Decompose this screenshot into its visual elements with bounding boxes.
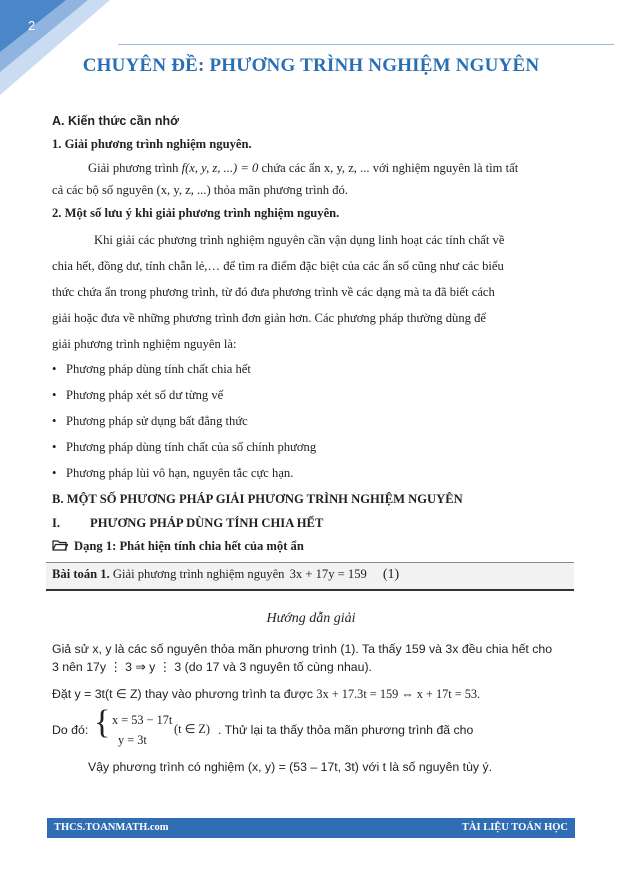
- item1-line1: Giải phương trình f(x, y, z, ...) = 0 chứa các ẩn x, y, z, ... với nghiệm nguyên là tìm tất: [88, 161, 519, 175]
- method-item: • Phương pháp dùng tính chất chia hết: [52, 362, 251, 376]
- item2-title: 2. Một số lưu ý khi giải phương trình nghiệm nguyên.: [52, 206, 340, 220]
- footer-label: TÀI LIỆU TOÁN HỌC: [461, 822, 568, 833]
- solution-do-do: Do đó:: [52, 723, 89, 737]
- system-row: x = 53 − 17t: [112, 713, 173, 727]
- subsection-heading: PHƯƠNG PHÁP DÙNG TÍNH CHIA HẾT: [90, 516, 324, 530]
- page-number: 2: [28, 18, 36, 33]
- item2-paragraph-line: thức chứa ẩn trong phương trình, từ đó đưa phương trình về các dạng mà ta đã biết cách: [52, 285, 495, 299]
- solution-line: Đặt y = 3t(t ∈ Z) thay vào phương trình ta được 3x + 17.3t = 159 ⇔ x + 17t = 53.: [52, 687, 481, 701]
- corner-decoration: [0, 0, 110, 95]
- solution-heading: Hướng dẫn giải: [266, 611, 356, 626]
- method-item: • Phương pháp lùi vô hạn, nguyên tắc cực hạn.: [52, 466, 294, 480]
- solution-conclusion: Vậy phương trình có nghiệm (x, y) = (53 – 17t, 3t) với t là số nguyên tùy ý.: [88, 760, 493, 774]
- footer-site[interactable]: THCS.TOANMATH.com: [54, 822, 169, 833]
- section-a-heading: A. Kiến thức cần nhớ: [52, 114, 179, 128]
- solution-line: Giả sử x, y là các số nguyên thỏa mãn phương trình (1). Ta thấy 159 và 3x đều chia hết cho: [52, 642, 553, 656]
- item1-line2: cả các bộ số nguyên (x, y, z, ...) thỏa mãn phương trình đó.: [52, 183, 348, 197]
- system-row: y = 3t: [118, 733, 147, 747]
- folder-icon: [52, 539, 68, 551]
- item2-paragraph-line: giải hoặc đưa về những phương trình đơn giản hơn. Các phương pháp thường dùng để: [52, 311, 486, 325]
- solution-line: 3 nên 17y ⋮ 3 ⇒ y ⋮ 3 (do 17 và 3 nguyên tố cùng nhau).: [52, 660, 372, 674]
- problem-statement: Bài toán 1. Giải phương trình nghiệm nguyên 3x + 17y = 159 (1): [52, 567, 400, 582]
- section-b-heading: B. MỘT SỐ PHƯƠNG PHÁP GIẢI PHƯƠNG TRÌNH NGHIỆM NGUYÊN: [52, 492, 463, 506]
- method-item: • Phương pháp xét số dư từng vế: [52, 388, 224, 402]
- subsection-number: I.: [52, 516, 61, 530]
- system-brace: {: [94, 704, 111, 741]
- item2-paragraph-line: Khi giải các phương trình nghiệm nguyên cần vận dụng linh hoạt các tính chất về: [94, 233, 505, 247]
- item2-paragraph-line: chia hết, đồng dư, tính chẵn lẻ,… để tìm ra điểm đặc biệt của các ẩn số cũng như các biểu: [52, 259, 504, 273]
- header-rule: [118, 44, 614, 45]
- page-title: CHUYÊN ĐỀ: PHƯƠNG TRÌNH NGHIỆM NGUYÊN: [82, 55, 540, 76]
- solution-line: . Thử lại ta thấy thỏa mãn phương trình đã cho: [218, 723, 474, 737]
- item2-paragraph-line: giải phương trình nghiệm nguyên là:: [52, 337, 237, 351]
- item1-title: 1. Giải phương trình nghiệm nguyên.: [52, 137, 252, 151]
- method-item: • Phương pháp dùng tính chất của số chính phương: [52, 440, 317, 454]
- system-condition: (t ∈ Z): [174, 722, 210, 736]
- method-item: • Phương pháp sử dụng bất đẳng thức: [52, 414, 248, 428]
- type-heading: Dạng 1: Phát hiện tính chia hết của một ẩn: [52, 538, 304, 555]
